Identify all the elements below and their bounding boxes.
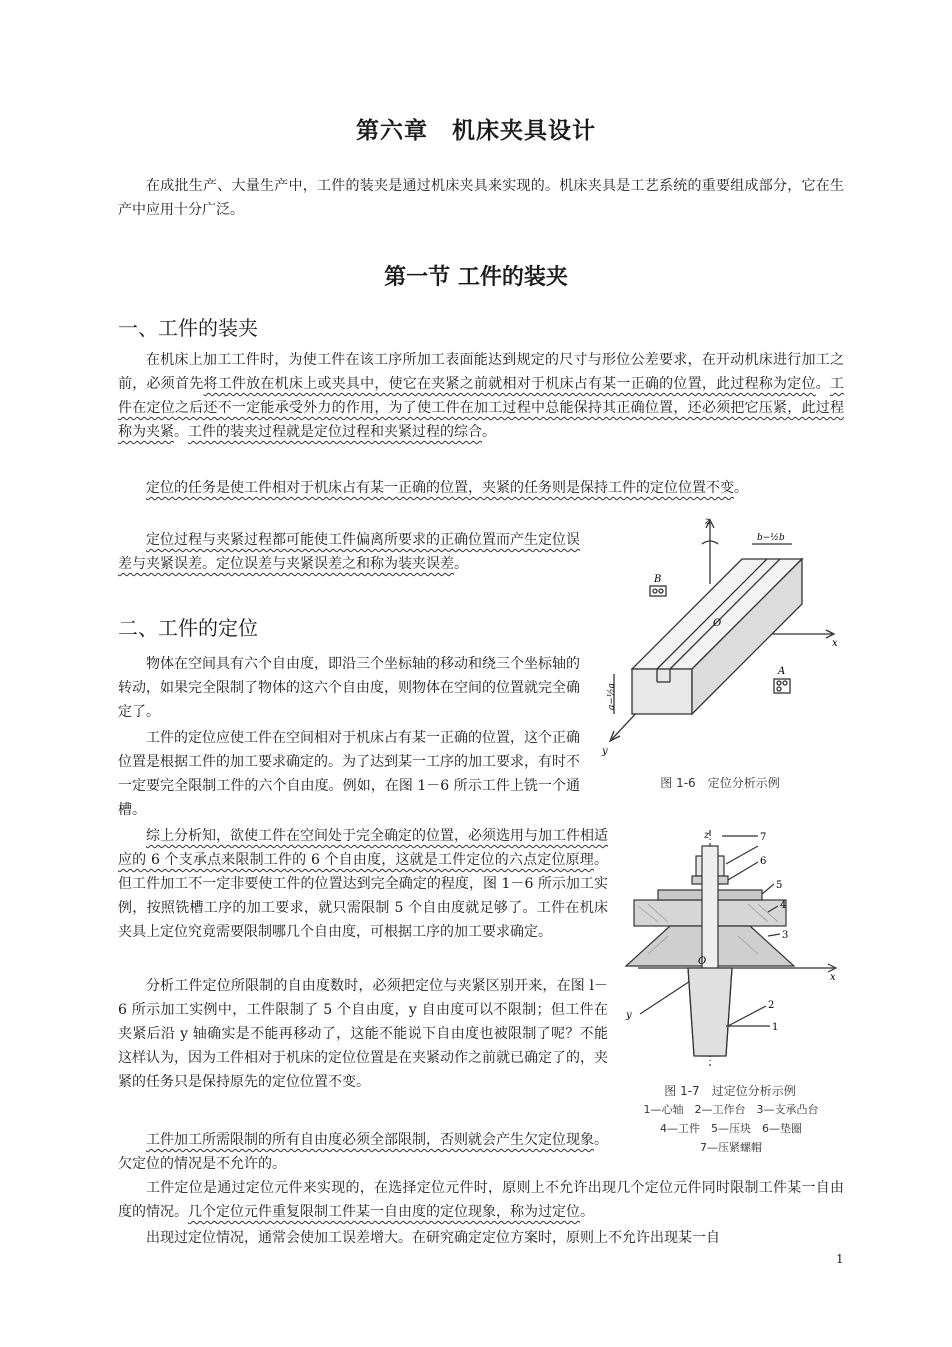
part2-paragraph-3: 综上分析知，欲使工件在空间处于完全确定的位置，必须选用与加工件相适应的 6 个支承点来限制工件的 6 个自由度，这就是工件定位的六点定位原理。但工件加工不一定非要使工件的位置达到完全确定的程度，图 1－6 所示加工实例，按照铣槽工序的加工要求，就只需限制 5 个自由度就足够了。工件在机床夹具上定位究竟需要限制哪几个自由度，可根据工序的加工要求确定。: [118, 828, 608, 940]
heading-part2: 二、工件的定位: [118, 616, 258, 640]
fig6-label-b: B: [654, 574, 662, 585]
part1-paragraph-1: 在机床上加工工件时，为使工件在该工序所加工表面能达到规定的尺寸与形位公差要求，在开动机床进行加工之前，必须首先将工件放在机床上或夹具中，使它在夹紧之前就相对于机床占有某一正确的位置，此过程称为定位。工件在定位之后还不一定能承受外力的作用，为了使工件在加工过程中总能保持其正确位置，还必须把它压紧，此过程称为夹紧。工件的装夹过程就是定位过程和夹紧过程的综合。: [118, 352, 845, 440]
figure-1-7-legend-line-1: 1—心轴 2—工作台 3—支承凸台: [643, 1103, 819, 1116]
part2-paragraph-2: 工件的定位应使工件在空间相对于机床占有某一正确的位置，这个正确位置是根据工件的加工要求确定的。为了达到某一工序的加工要求，有时不一定要完全限制工件的六个自由度。例如，在图 1－6 所示工件上铣一个通槽。: [118, 730, 580, 818]
part1-paragraph-3: 定位过程与夹紧过程都可能使工件偏离所要求的正确位置而产生定位误差与夹紧误差。定位误差与夹紧误差之和称为装夹误差。: [118, 532, 580, 572]
fig6-label-y: y: [602, 746, 608, 757]
intro-paragraph: 在成批生产、大量生产中，工件的装夹是通过机床夹具来实现的。机床夹具是工艺系统的重要组成部分，它在生产中应用十分广泛。: [118, 178, 844, 218]
part1-paragraph-2: 定位的任务是使工件相对于机床占有某一正确的位置，夹紧的任务则是保持工件的定位位置不变。: [146, 480, 748, 496]
fig7-label-1: 1: [772, 1022, 779, 1033]
fig7-label-x: x: [830, 972, 836, 983]
figure-1-7-caption: 图 1-7 过定位分析示例: [664, 1084, 796, 1098]
fig7-label-2: 2: [768, 1000, 775, 1011]
part2-paragraph-6: 工件定位是通过定位元件来实现的，在选择定位元件时，原则上不允许出现几个定位元件同时限制工件某一自由度的情况。几个定位元件重复限制工件某一自由度的定位现象，称为过定位。: [118, 1180, 844, 1220]
fig7-label-y: y: [626, 1010, 632, 1021]
fig6-label-dim-side: a−½a: [607, 683, 617, 710]
fig7-label-4: 4: [780, 900, 787, 911]
fig7-label-5: 5: [776, 880, 783, 891]
fig6-label-z: z: [705, 516, 711, 527]
fig7-label-o: O: [698, 956, 707, 967]
figure-1-7-legend-line-3: 7—压紧螺帽: [700, 1141, 762, 1154]
figure-1-6-diagram: [592, 514, 844, 768]
figure-1-7-diagram: [618, 826, 844, 1076]
figure-1-7-legend: [618, 1100, 844, 1157]
fig6-label-a: A: [778, 666, 786, 677]
part2-paragraph-1: 物体在空间具有六个自由度，即沿三个坐标轴的移动和绕三个坐标轴的转动，如果完全限制了物体的这六个自由度，则物体在空间的位置就完全确定了。: [118, 656, 580, 720]
fig6-label-x: x: [832, 638, 838, 649]
chapter-title: 第六章 机床夹具设计: [356, 118, 596, 144]
fig7-label-z: z: [704, 830, 710, 841]
heading-part1: 一、工件的装夹: [118, 316, 258, 340]
fig6-label-dim-top: b−½b: [757, 533, 785, 543]
fig6-label-o: O: [713, 618, 722, 629]
figure-1-7-legend-line-2: 4—工件 5—压块 6—垫圈: [660, 1122, 802, 1135]
part2-paragraph-5: 工件加工所需限制的所有自由度必须全部限制，否则就会产生欠定位现象。欠定位的情况是不允许的。: [118, 1132, 608, 1172]
fig7-label-7: 7: [760, 832, 767, 843]
fig7-label-3: 3: [782, 930, 789, 941]
figure-1-6-caption: 图 1-6 定位分析示例: [660, 776, 780, 790]
page-number: 1: [836, 1252, 844, 1266]
fig7-label-6: 6: [760, 856, 767, 867]
part2-paragraph-4: 分析工件定位所限制的自由度数时，必须把定位与夹紧区别开来，在图 l－6 所示加工实例中，工件限制了 5 个自由度，y 自由度可以不限制；但工件在夹紧后沿 y 轴确实是不能再移动了，这能不能说下自由度也被限制了呢？不能这样认为，因为工件相对于机床的定位位置是在夹紧动作之前就已确定了的，夹紧的任务只是保持原先的定位位置不变。: [118, 978, 608, 1090]
section-title: 第一节 工件的装夹: [384, 265, 568, 290]
part2-paragraph-7: 出现过定位情况，通常会使加工误差增大。在研究确定定位方案时，原则上不允许出现某一自: [146, 1230, 720, 1246]
